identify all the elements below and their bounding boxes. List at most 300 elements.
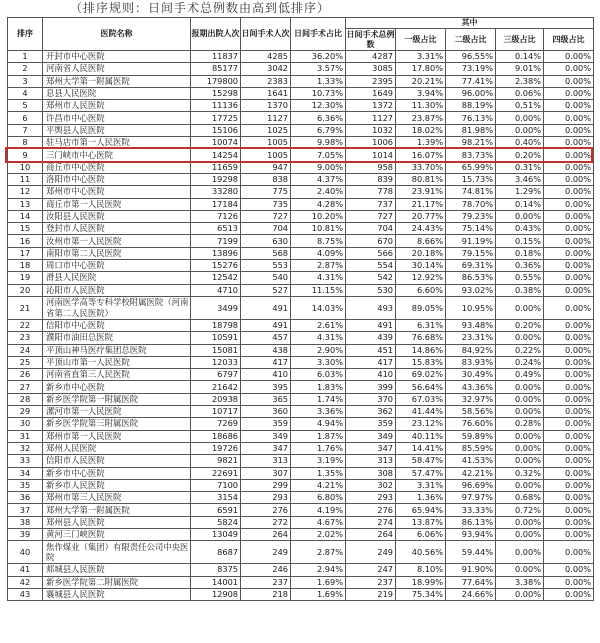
cell-total: 237 [346,576,396,588]
cell-hospital-name: 驻马店市第一人民医院 [43,137,191,149]
cell-level2: 86.13% [446,516,496,528]
cell-level2: 73.19% [446,63,496,75]
cell-hospital-name: 息县人民医院 [43,87,191,99]
cell-level4: 0.00% [544,344,594,356]
cell-total: 274 [346,516,396,528]
cell-total: 4287 [346,51,396,63]
cell-level2: 93.48% [446,319,496,331]
cell-discharged: 11837 [191,51,241,63]
cell-rank: 3 [8,75,43,87]
cell-discharged: 12908 [191,588,241,600]
cell-level3: 9.01% [496,63,544,75]
header-level1: 一级占比 [396,29,446,51]
cell-day-ratio: 3.36% [291,406,346,418]
cell-rank: 31 [8,430,43,442]
cell-discharged: 85177 [191,63,241,75]
cell-day-ratio: 9.98% [291,137,346,149]
cell-day-ratio: 4.28% [291,198,346,210]
cell-rank: 36 [8,492,43,504]
cell-level2: 91.90% [446,564,496,576]
cell-day-ratio: 11.15% [291,284,346,296]
cell-level2: 24.66% [446,588,496,600]
cell-rank: 25 [8,356,43,368]
cell-rank: 7 [8,124,43,136]
cell-total: 530 [346,284,396,296]
table-row [8,223,594,235]
cell-level4: 0.00% [544,137,594,149]
cell-total: 2395 [346,75,396,87]
cell-total: 491 [346,319,396,331]
cell-discharged: 10074 [191,137,241,149]
cell-level4: 0.00% [544,467,594,479]
cell-day-surgery: 1025 [241,124,291,136]
cell-total: 410 [346,369,396,381]
cell-level3: 0.40% [496,137,544,149]
cell-level2: 91.19% [446,235,496,247]
cell-level2: 59.44% [446,541,496,564]
cell-day-ratio: 6.79% [291,124,346,136]
cell-level2: 77.64% [446,576,496,588]
cell-level1: 40.11% [396,430,446,442]
cell-hospital-name: 商丘市第一人民医院 [43,198,191,210]
cell-level3: 0.00% [496,296,544,319]
cell-hospital-name: 新乡医学院第三附属医院 [43,418,191,430]
cell-discharged: 15298 [191,87,241,99]
cell-total: 1032 [346,124,396,136]
table-row [8,173,594,185]
cell-level3: 0.51% [496,100,544,112]
cell-level3: 0.00% [496,112,544,124]
cell-discharged: 17184 [191,198,241,210]
cell-day-surgery: 410 [241,369,291,381]
cell-rank: 40 [8,541,43,564]
table-row [8,112,594,124]
cell-rank: 4 [8,87,43,99]
cell-hospital-name: 漯河市第一人民医院 [43,406,191,418]
cell-discharged: 20938 [191,393,241,405]
cell-discharged: 14001 [191,576,241,588]
cell-total: 247 [346,564,396,576]
cell-level4: 0.00% [544,455,594,467]
cell-level1: 23.91% [396,186,446,198]
cell-total: 308 [346,467,396,479]
cell-level4: 0.00% [544,528,594,540]
cell-level4: 0.00% [544,381,594,393]
cell-rank: 21 [8,296,43,319]
cell-day-ratio: 6.80% [291,492,346,504]
cell-level4: 0.00% [544,272,594,284]
table-row [8,124,594,136]
cell-discharged: 18798 [191,319,241,331]
cell-level3: 0.20% [496,319,544,331]
cell-hospital-name: 商丘市中心医院 [43,161,191,173]
cell-hospital-name: 郑州县人民医院 [43,516,191,528]
cell-level1: 24.43% [396,223,446,235]
cell-day-surgery: 775 [241,186,291,198]
cell-level1: 33.70% [396,161,446,173]
cell-level4: 0.00% [544,173,594,185]
cell-level1: 11.30% [396,100,446,112]
cell-level2: 41.53% [446,455,496,467]
table-row [8,576,594,588]
cell-level2: 96.00% [446,87,496,99]
table-row [8,100,594,112]
header-level3: 三级占比 [496,29,544,51]
cell-discharged: 7126 [191,210,241,222]
cell-level2: 75.14% [446,223,496,235]
cell-rank: 23 [8,332,43,344]
cell-level3: 0.22% [496,344,544,356]
cell-day-surgery: 276 [241,504,291,516]
cell-level3: 0.00% [496,124,544,136]
cell-level3: 0.38% [496,284,544,296]
cell-hospital-name: 濮阳市油田总医院 [43,332,191,344]
cell-level1: 6.60% [396,284,446,296]
cell-hospital-name: 南阳市第二人民医院 [43,247,191,259]
cell-discharged: 15106 [191,124,241,136]
cell-level1: 17.80% [396,63,446,75]
cell-level4: 0.00% [544,247,594,259]
cell-level2: 69.31% [446,260,496,272]
cell-total: 542 [346,272,396,284]
cell-discharged: 22691 [191,467,241,479]
cell-level1: 8.66% [396,235,446,247]
cell-day-surgery: 838 [241,173,291,185]
table-row [8,235,594,247]
table-row [8,87,594,99]
cell-level3: 0.20% [496,149,544,161]
cell-hospital-name: 汝阳县人民医院 [43,210,191,222]
cell-day-surgery: 264 [241,528,291,540]
cell-level2: 96.55% [446,51,496,63]
cell-day-surgery: 359 [241,418,291,430]
cell-rank: 32 [8,442,43,454]
cell-level1: 80.81% [396,173,446,185]
cell-total: 1006 [346,137,396,149]
cell-day-ratio: 2.87% [291,541,346,564]
cell-day-ratio: 1.76% [291,442,346,454]
cell-day-surgery: 2383 [241,75,291,87]
cell-day-ratio: 12.30% [291,100,346,112]
cell-hospital-name: 郑州市第三人民医院 [43,492,191,504]
cell-level2: 74.81% [446,186,496,198]
cell-discharged: 5824 [191,516,241,528]
table-row [8,492,594,504]
cell-level1: 16.07% [396,149,446,161]
cell-total: 493 [346,296,396,319]
cell-level2: 88.19% [446,100,496,112]
cell-day-surgery: 395 [241,381,291,393]
cell-level4: 0.00% [544,235,594,247]
header-total: 日间手术总例数 [346,29,395,49]
cell-level1: 18.99% [396,576,446,588]
table-row [8,418,594,430]
cell-total: 362 [346,406,396,418]
cell-day-ratio: 6.03% [291,369,346,381]
cell-total: 566 [346,247,396,259]
cell-level1: 13.87% [396,516,446,528]
cell-level3: 0.00% [496,210,544,222]
cell-level1: 3.31% [396,479,446,491]
cell-level1: 20.21% [396,75,446,87]
cell-rank: 30 [8,418,43,430]
cell-discharged: 21642 [191,381,241,393]
cell-day-surgery: 272 [241,516,291,528]
cell-level4: 0.00% [544,332,594,344]
cell-level1: 76.68% [396,332,446,344]
cell-level4: 0.00% [544,492,594,504]
cell-rank: 15 [8,223,43,235]
cell-day-ratio: 4.31% [291,272,346,284]
cell-level2: 98.21% [446,137,496,149]
cell-level2: 83.73% [446,149,496,161]
cell-level4: 0.00% [544,479,594,491]
cell-level3: 0.06% [496,87,544,99]
cell-rank: 28 [8,393,43,405]
cell-hospital-name: 郑州人民医院 [43,442,191,454]
table-row [8,272,594,284]
cell-day-surgery: 1005 [241,137,291,149]
header-rank: 排序 [8,18,43,51]
table-row [8,442,594,454]
cell-hospital-name: 郑州市人民医院 [43,100,191,112]
cell-level4: 0.00% [544,442,594,454]
cell-level4: 0.00% [544,112,594,124]
cell-day-surgery: 527 [241,284,291,296]
cell-rank: 38 [8,516,43,528]
cell-level3: 0.00% [496,479,544,491]
cell-hospital-name: 汝州市第一人民医院 [43,235,191,247]
cell-discharged: 19726 [191,442,241,454]
cell-discharged: 4710 [191,284,241,296]
cell-level4: 0.00% [544,63,594,75]
cell-discharged: 12033 [191,356,241,368]
cell-level2: 77.41% [446,75,496,87]
cell-level3: 3.46% [496,173,544,185]
table-row [8,137,594,149]
cell-hospital-name: 信阳市中心医院 [43,319,191,331]
table-row [8,393,594,405]
cell-rank: 35 [8,479,43,491]
cell-day-ratio: 1.69% [291,576,346,588]
cell-day-surgery: 349 [241,430,291,442]
cell-hospital-name: 平顶山神马医疗集团总医院 [43,344,191,356]
cell-discharged: 7100 [191,479,241,491]
table-body [8,51,594,601]
cell-level1: 20.77% [396,210,446,222]
cell-level4: 0.00% [544,418,594,430]
cell-discharged: 10717 [191,406,241,418]
cell-total: 264 [346,528,396,540]
cell-discharged: 10591 [191,332,241,344]
cell-day-ratio: 2.87% [291,260,346,272]
table-row [8,344,594,356]
cell-rank: 8 [8,137,43,149]
cell-discharged: 33280 [191,186,241,198]
cell-level4: 0.00% [544,161,594,173]
table-row [8,198,594,210]
cell-total: 839 [346,173,396,185]
hospital-ranking-table [7,17,594,601]
cell-level4: 0.00% [544,393,594,405]
cell-level1: 6.06% [396,528,446,540]
cell-day-surgery: 438 [241,344,291,356]
cell-day-ratio: 1.74% [291,393,346,405]
cell-discharged: 12542 [191,272,241,284]
cell-discharged: 11659 [191,161,241,173]
table-row [8,63,594,75]
cell-total: 249 [346,541,396,564]
cell-rank: 14 [8,210,43,222]
cell-level3: 0.68% [496,492,544,504]
cell-day-ratio: 4.19% [291,504,346,516]
cell-day-ratio: 4.37% [291,173,346,185]
cell-level2: 93.94% [446,528,496,540]
table-row [8,430,594,442]
table-row [8,284,594,296]
cell-rank: 18 [8,260,43,272]
cell-level4: 0.00% [544,356,594,368]
cell-day-surgery: 553 [241,260,291,272]
cell-level2: 81.98% [446,124,496,136]
cell-day-surgery: 491 [241,296,291,319]
cell-hospital-name: 郏城县人民医院 [43,564,191,576]
cell-hospital-name: 新乡市人民医院 [43,479,191,491]
cell-level2: 10.95% [446,296,496,319]
cell-level2: 83.93% [446,356,496,368]
cell-level2: 93.02% [446,284,496,296]
cell-level3: 0.49% [496,369,544,381]
cell-rank: 42 [8,576,43,588]
cell-day-surgery: 417 [241,356,291,368]
cell-rank: 43 [8,588,43,600]
cell-day-ratio: 7.05% [291,149,346,161]
cell-level4: 0.00% [544,516,594,528]
cell-total: 313 [346,455,396,467]
cell-level1: 40.56% [396,541,446,564]
sort-rule-caption: （排序规则：日间手术总例数由高到低排序） [70,1,331,15]
cell-level1: 23.87% [396,112,446,124]
table-row [8,541,594,564]
cell-rank: 2 [8,63,43,75]
cell-rank: 29 [8,406,43,418]
cell-level4: 0.00% [544,504,594,516]
cell-day-surgery: 727 [241,210,291,222]
cell-discharged: 13049 [191,528,241,540]
cell-discharged: 13896 [191,247,241,259]
cell-level1: 56.64% [396,381,446,393]
cell-total: 778 [346,186,396,198]
cell-rank: 6 [8,112,43,124]
cell-day-surgery: 237 [241,576,291,588]
cell-total: 704 [346,223,396,235]
cell-level2: 78.70% [446,198,496,210]
cell-day-surgery: 347 [241,442,291,454]
cell-hospital-name: 登封市人民医院 [43,223,191,235]
cell-rank: 41 [8,564,43,576]
cell-level4: 0.00% [544,430,594,442]
cell-level3: 0.00% [496,406,544,418]
cell-hospital-name: 郑州大学第一附属医院 [43,75,191,87]
table-row [8,332,594,344]
cell-hospital-name: 信阳市人民医院 [43,455,191,467]
cell-rank: 9 [8,149,43,161]
cell-day-ratio: 9.00% [291,161,346,173]
cell-day-ratio: 3.30% [291,356,346,368]
cell-day-surgery: 218 [241,588,291,600]
cell-level3: 0.43% [496,223,544,235]
cell-day-ratio: 14.03% [291,296,346,319]
cell-day-surgery: 307 [241,467,291,479]
cell-day-ratio: 36.20% [291,51,346,63]
cell-level2: 79.23% [446,210,496,222]
cell-level3: 0.15% [496,235,544,247]
cell-discharged: 6797 [191,369,241,381]
cell-level3: 3.38% [496,576,544,588]
cell-level3: 0.28% [496,418,544,430]
cell-discharged: 8375 [191,564,241,576]
cell-total: 737 [346,198,396,210]
cell-day-ratio: 2.90% [291,344,346,356]
cell-day-ratio: 6.36% [291,112,346,124]
cell-rank: 22 [8,319,43,331]
cell-level3: 0.00% [496,332,544,344]
cell-day-ratio: 2.94% [291,564,346,576]
cell-rank: 10 [8,161,43,173]
cell-hospital-name: 焦作煤业（集团）有限责任公司中央医院 [43,541,191,564]
cell-level2: 84.92% [446,344,496,356]
cell-level3: 0.00% [496,528,544,540]
cell-day-surgery: 249 [241,541,291,564]
cell-level4: 0.00% [544,406,594,418]
cell-level2: 86.53% [446,272,496,284]
cell-day-surgery: 1005 [241,149,291,161]
cell-day-surgery: 360 [241,406,291,418]
cell-level2: 96.69% [446,479,496,491]
table-row [8,564,594,576]
cell-discharged: 8687 [191,541,241,564]
cell-level1: 8.10% [396,564,446,576]
cell-day-surgery: 568 [241,247,291,259]
cell-level4: 0.00% [544,124,594,136]
cell-level4: 0.00% [544,541,594,564]
cell-day-ratio: 2.61% [291,319,346,331]
header-discharged: 报期出院人次 [191,18,241,51]
cell-level2: 23.31% [446,332,496,344]
cell-level4: 0.00% [544,87,594,99]
cell-level1: 89.05% [396,296,446,319]
cell-level4: 0.00% [544,260,594,272]
cell-level2: 33.33% [446,504,496,516]
cell-level2: 43.36% [446,381,496,393]
cell-level4: 0.00% [544,149,594,161]
cell-discharged: 7269 [191,418,241,430]
cell-day-surgery: 1641 [241,87,291,99]
cell-day-ratio: 4.94% [291,418,346,430]
table-row [8,467,594,479]
cell-discharged: 6591 [191,504,241,516]
cell-level2: 15.73% [446,173,496,185]
cell-level3: 0.32% [496,467,544,479]
cell-total: 3085 [346,63,396,75]
cell-discharged: 11136 [191,100,241,112]
cell-day-surgery: 704 [241,223,291,235]
table-row [8,75,594,87]
cell-hospital-name: 新乡市中心医院 [43,381,191,393]
cell-level3: 0.00% [496,516,544,528]
cell-discharged: 17725 [191,112,241,124]
cell-level3: 0.18% [496,247,544,259]
